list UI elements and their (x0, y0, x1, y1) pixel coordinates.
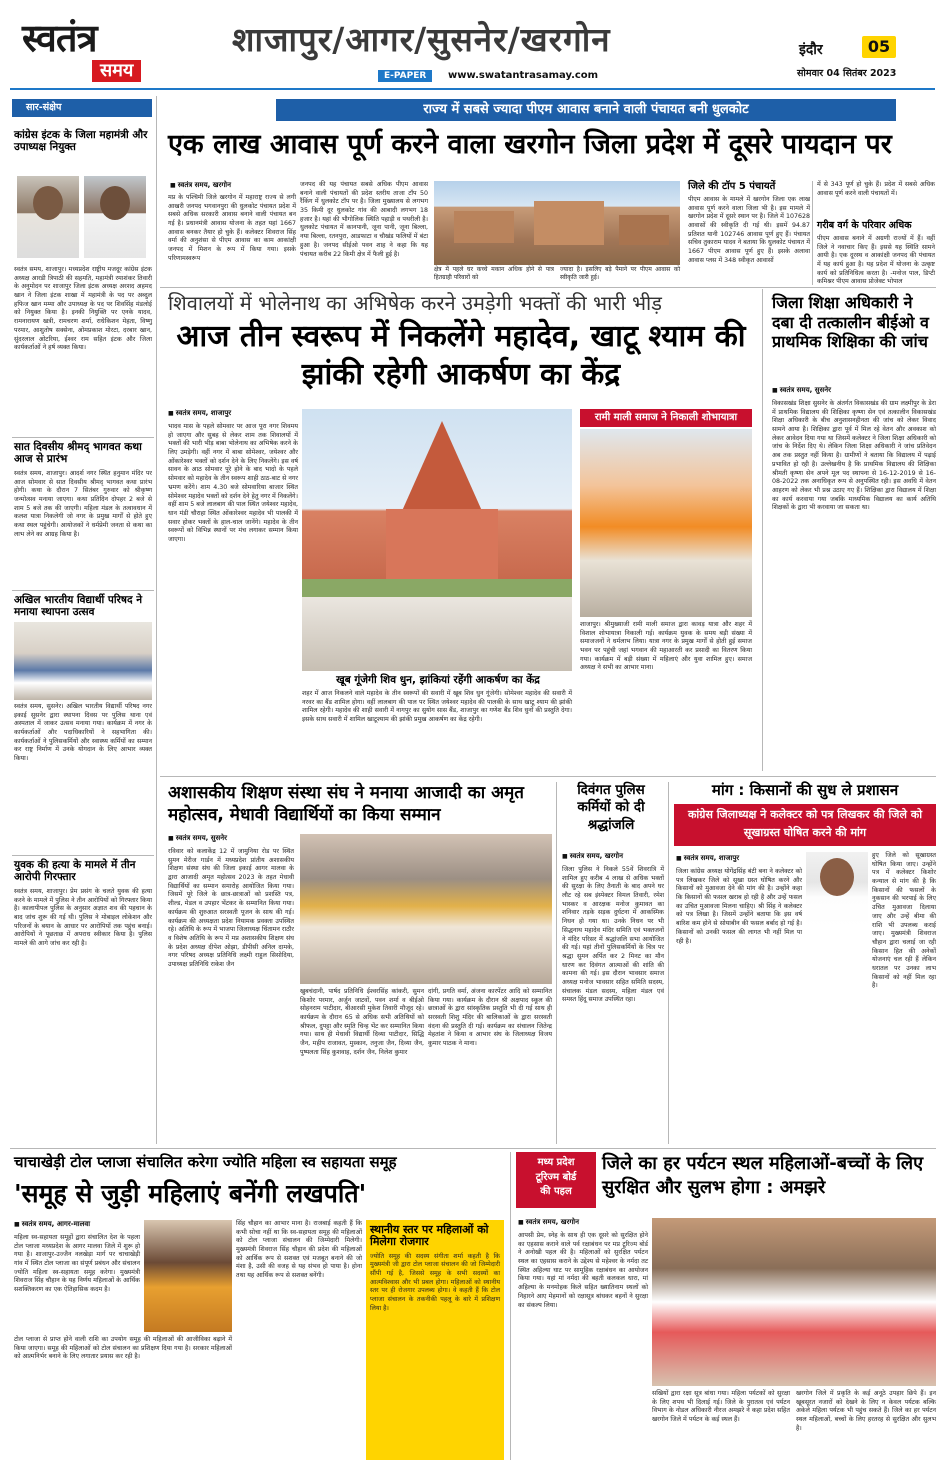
story2-byline: ■ स्वतंत्र समय, शाजापुर (168, 409, 231, 418)
story7-byline: ■ स्वतंत्र समय, आगर-मालवा (14, 1220, 90, 1229)
sidebar-item-4-body: स्वतंत्र समय, शाजापुर। प्रेम प्रसंग के चलते युवक की हत्या करने के मामले में पुलिस ने तीन आरोपियों को गिरफ्तार किया है। कालापीपल पुलिस के अनुसार अज्ञात शव की पहचान के बाद जांच शुरू की गई थी। पुलिस ने मोबाइल लोकेशन और परिजनों के बयान के आधार पर आरोपियों तक पहुंच बनाई। आरोपियों ने पूछताछ में अपराध स्वीकार किया है। पुलिस मामले की आगे जांच कर रही है। (14, 888, 152, 948)
story4-col2: खुबचंदानी, पार्षद प्रतिनिधि ईश्वरसिंह कांकरी, सुमन किशोर परमार, अर्जुन जाटवों, पवन शर्मा व बीईओ सोहनराम पाटीदार, बीआरसी मुकेश तिवारी मौजूद रहे। कार्यक्रम के दौरान 65 से अधिक सभी अतिथियों को श्रीफल, दुपट्टा और स्मृति चिन्ह भेंट कर सम्मानित किया गया। साथ ही मेधावी विद्यार्थी दिव्या पाटीदार, सिद्धि जैन, महीप राजावत, मुस्कान, तनुजा जैन, दिव्या जैन, पुष्पलता सिंह कुशवाह, दर्शन जैन, निलेश कुमार (300, 988, 424, 1056)
story1-col4: में से 343 पूर्ण हो चुके हैं। प्रदेश में सबसे अधिक आवास पूर्ण करने वाली पंचायतों में। (817, 181, 935, 197)
logo-line2: समय (92, 60, 141, 82)
section-rule (160, 287, 936, 288)
sidebar-rule (12, 437, 154, 438)
page-number: 05 (862, 36, 896, 58)
story2-photo-temple (302, 409, 572, 671)
story8-photo-rakhi (652, 1218, 936, 1386)
story2-col2: शहर में आज निकलने वाले महादेव के तीन स्वरूपों की सवारी में खूब शिव धुन गूंजेगी। सोमेश्वर महादेव की सवारी में नरवर का बैंड शामिल होगा। वहीं लालबाग की पाल पर स्थित जयेश्वर महादेव की पालकी के साथ खाटू श्याम की झांकी शामिल रहेगी। महादेव की शाही सवारी में नागपुर का सुयोग सास बैंड, शाजापुर का गणेश बैंड शिव धुनों की प्रस्तुति देगा। इसके साथ सवारी में शामिल खाटूश्याम की झांकी प्रमुख आकर्षण का केंद्र रहेगी। (302, 690, 572, 724)
sidebar-item-3-body: स्वतंत्र समय, सुसनेर। अखिल भारतीय विद्यार्थी परिषद नगर इकाई सुसनेर द्वारा स्थापना दिवस पर पुलिस थाना एवं अस्पताल में जाकर उत्सव मनाया गया। कार्यक्रम में नगर के कार्यकर्ताओं और पदाधिकारियों ने सहभागिता की। कार्यकर्ताओं ने पुलिसकर्मियों और स्वास्थ्य कर्मियों का सम्मान कर राष्ट्र निर्माण में उनके योगदान के लिए आभार व्यक्त किया। (14, 703, 152, 763)
sidebar-photo-person-2 (84, 176, 146, 258)
sidebar-title: सार-संक्षेप (12, 99, 152, 117)
issue-date: सोमवार 04 सितंबर 2023 (797, 68, 897, 79)
sidebar-item-4-headline[interactable]: युवक की हत्या के मामले में तीन आरोपी गिरफ्तार (14, 859, 136, 883)
sidebar-divider (156, 96, 157, 1144)
story1-top5-title: जिले की टॉप 5 पंचायतें (688, 181, 776, 192)
sidebar-item-3-headline[interactable]: अखिल भारतीय विद्यार्थी परिषद ने मनाया स्थापना उत्सव (14, 594, 143, 618)
section-rule (10, 1148, 936, 1149)
story8-tag (516, 1152, 596, 1208)
masthead-divider (10, 88, 935, 90)
story6-col1: जिला कांग्रेस अध्यक्ष योगेंद्रसिंह बंटी बना ने कलेक्टर को पत्र लिखकर जिले को सूखा ग्रस्त घोषित करने और किसानों को मुआवजा देने की मांग की है। उन्होंने कहा कि किसानों की फसल खराब हो रही है और उन्हें फसल का उचित मुआवजा मिलना चाहिए। श्री सिंह ने कलेक्टर को पत्र लिखा है। जिसमें उन्होंने बताया कि इस वर्ष बारिश कम होने से सोयाबीन की फसल बर्बाद हो गई है। किसानों को उनकी फसल की लागत भी नहीं मिल पा रही है। (676, 868, 802, 945)
column-rule (762, 289, 763, 771)
story8-col2: सखियों द्वारा रक्षा सूत्र बांधा गया। महिला पर्यटकों को सुरक्षा के लिए शपथ भी दिलाई गई। जिले के पुरातत्व एवं पर्यटन विभाग के नोडल अधिकारी नीरज अमझरे ने कहा प्रदेश सहित खरगोन जिले में पर्यटन के कई स्थल हैं। (652, 1390, 790, 1424)
story7-col3: टोल प्लाजा से प्राप्त होने वाली राशि का उपयोग समूह की महिलाओं की आजीविका बढ़ाने में किया जाएगा। समूह की महिलाओं को टोल संचालन का प्रशिक्षण दिया गया है। सरकार महिलाओं को आत्मनिर्भर बनाने के लिए लगातार प्रयास कर रही है। (14, 1336, 232, 1361)
story6-photo-person (806, 852, 868, 928)
sidebar-photo-person-1 (17, 176, 79, 258)
story2-col1: भादव मास के पहले सोमवार पर आज पूरा नगर शिवमय हो जाएगा और सुबह से लेकर शाम तक शिवालयों में भक्तों की भारी भीड़ बाबा भोलेनाथ का अभिषेक करने के लिए उमड़ेगी। वहीं नगर में बाबा सोमेश्वर, जयेश्वर और ओंकारेश्वर भक्तों को दर्शन देने के लिए निकलेंगे। इस वर्ष सावन के आठ सोमवार पूरे होने के बाद भादो के पहले सोमवार को महादेव के तीन स्वरूप शाही ठाठ-बाट से नगर भ्रमण करेंगे। शाम 4.30 बजे सोमवारिया बाजार स्थित सोमेश्वर महादेव भक्तों को दर्शन देने हेतु नगर में निकलेंगे। वहीं शाम 5 बजे लालबाग की पाल स्थित जयेश्वर महादेव, धान मंडी चौराहा स्थित ओंकारेश्वर महादेव भी पालकी में सवार होकर भक्तों के हाल-चाल जानेंगे। महादेव के तीन स्वरूपों को विभिन्न स्थानों पर मंच लगाकर सम्मान किया जाएगा। (168, 423, 298, 543)
story1-caption-left: क्षेत्र में पहले घर कच्चे मकान अधिक होने से पात्र हितग्राही परिवारों को (434, 266, 554, 282)
story7-photo-woman (144, 1220, 232, 1332)
story2-kicker: शिवालयों में भोलेनाथ का अभिषेक करने उमड़ेगी भक्तों की भारी भीड़ (168, 291, 662, 315)
story2-photo-caption: खूब गूंजेगी शिव धुन, झांकियां रहेंगी आकर्षण का केंद्र (336, 674, 540, 686)
story7-kicker: चाचाखेड़ी टोल प्लाजा संचालित करेगा ज्योति महिला स्व सहायता समूह (14, 1153, 397, 1171)
story5-byline: ■ स्वतंत्र समय, खरगोन (562, 852, 623, 861)
story4-photo-event (300, 834, 552, 984)
story1-caption-right: ज्यादा है। इसलिए बड़े पैमाने पर पीएम आवास को स्वीकृति जारी हुई। (560, 266, 680, 282)
column-rule (668, 782, 669, 1144)
sidebar-item-2-headline[interactable]: सात दिवसीय श्रीमद् भागवत कथा आज से प्रारंभ (14, 441, 142, 465)
column-rule (812, 181, 813, 285)
story5-headline[interactable]: दिवंगत पुलिस कर्मियों को दी श्रद्धांजलि (577, 782, 645, 833)
story4-col3: दांगी, प्रगति वर्मा, अंजना कारपेंटर आदि को सम्मानित किया गया। कार्यक्रम के दौरान श्री अक्षपाद स्कूल की छात्राओं के द्वारा सांस्कृतिक प्रस्तुति भी दी गई साथ ही सरस्वती शिशु मंदिर की बालिकाओं के द्वारा सरस्वती वंदना की प्रस्तुति दी गई। कार्यक्रम का संचालन जितेन्द्र मेहतांश ने किया व आभार संघ के जिलाध्यक्ष विजय कुमार पाठक ने माना। (428, 988, 552, 1048)
story4-byline: ■ स्वतंत्र समय, सुसनेर (168, 834, 227, 843)
story8-tag-line1: मध्य प्रदेश (537, 1157, 575, 1168)
story7-headline[interactable]: 'समूह से जुड़ी महिलाएं बनेंगी लखपति' (14, 1179, 367, 1208)
story5-body: जिला पुलिस ने निकले 55वें शिवरात्रि में शामिल हुए करीब 4 लाख से अधिक भक्तों की सुरक्षा के लिए तैनाती के बाद अपने घर लौट रहे सब इंस्पेक्टर विमल तिवारी, रमेश भास्कर व आरक्षक मनोज कुमावत का शनिवार तड़के सड़क दुर्घटना में आकस्मिक निधन हो गया था। उनके निधन पर भी सिद्धनाथ महादेव मंदिर समिति एवं भक्तजनों ने मंदिर परिसर में श्रद्धांजलि सभा आयोजित की गई। यहां तीनों पुलिसकर्मियों के चित्र पर श्रद्धा सुमन अर्पित कर 2 मिनट का मौन धारण कर दिवंगत आत्माओं की शांति की कामना की गई। इस दौरान भावसार समाज अध्यक्ष मनोज भावसार सहित समिति सदस्य, संचालक मंडल सदस्य, महिला मंडल एवं समस्त हिंदू समाज उपस्थित रहा। (562, 866, 664, 1004)
story7-local-title: स्थानीय स्तर पर महिलाओं को मिलेगा रोजगार (370, 1223, 489, 1249)
story1-top5-body: पीएम आवास के मामले में खरगोन जिला एक लाख आवास पूर्ण करने वाला जिला भी है। इस मामले में खरगोन प्रदेश में दूसरे स्थान पर है। जिले में 107628 आवासों की स्वीकृति दी गई थी। इसमें 94.87 प्रतिशत यानी 102746 आवास पूर्ण हुए हैं। पंचायत सचिव तुकाराम यादव ने बताया कि धुलकोट पंचायत में 1667 पीएम आवास पूर्ण हुए हैं। इसके अलावा आवास प्लस में 348 स्वीकृत आवासों (688, 196, 810, 264)
story1-poor-title: गरीब वर्ग के परिवार अधिक (817, 220, 912, 231)
story2-rally-title: रामी माली समाज ने निकाली शोभायात्रा (580, 409, 752, 427)
story1-headline[interactable]: एक लाख आवास पूर्ण करने वाला खरगोन जिला प्रदेश में दूसरे पायदान पर (168, 129, 892, 160)
newspaper-logo (22, 18, 212, 84)
story6-col2: हुए जिले को सूखाग्रस्त घोषित किया जाए। उन्होंने पत्र में कलेक्टर किशोर कन्याल से मांग की है कि किसानों की फसलों के नुकसान की भरपाई के लिए उचित मुआवजा दिलाया जाए और उन्हें बीमा की राशि भी उपलब्ध कराई जाए। मुख्यमंत्री शिवराज चौहान द्वारा चलाई जा रही किसान हित की अनेकों योजनाएं चल रही हैं लेकिन धरातल पर उनका लाभ किसानों को नहीं मिल रहा है। (872, 852, 936, 990)
sidebar-item-1-headline[interactable]: कांग्रेस इंटक के जिला महामंत्री और उपाध्यक्ष नियुक्त (14, 129, 148, 153)
story3-body: विकासखंड शिक्षा सुसनेर के अंतर्गत विकासखंड की ग्राम लक्ष्मीपुर के डेरा में प्राथमिक विद्यालय की शिक्षिका कृष्णा सेन एवं तत्कालीन विकासखंड शिक्षा अधिकारी के बीच अनुशासनहीनता की जांच को लेकर विवाद सामने आया है। शिक्षिका द्वारा पूर्व में मिल रहे वेतन और अवकाश को लेकर आवेदन दिया गया था जिसमें कलेक्टर ने जिला शिक्षा अधिकारी को जांच के निर्देश दिए थे। लेकिन जिला शिक्षा अधिकारी ने जांच प्रतिवेदन अब तक प्रस्तुत नहीं किया है। ग्रामीणों ने बताया कि विद्यालय में पढ़ाई प्रभावित हो रही है। उल्लेखनीय है कि प्राथमिक विद्यालय की शिक्षिका श्रीमती कृष्णा सेन अपने मूल पद स्थापना से 16-12-2019 से 16-08-2022 तक अनाधिकृत रूप से अनुपस्थित रही। इस अवधि में वेतन आहरण को लेकर भी प्रश्न उठाए गए हैं। शिक्षिका द्वारा विद्यालय में शिक्षा का कार्य करवाया गया जबकि माध्यमिक विद्यालय का कार्य अतिथि शिक्षकों के द्वारा भी करवाया जा सकता था। (772, 400, 936, 512)
column-rule (510, 1152, 511, 1460)
story8-tag-line2: टूरिज्म बोर्ड (535, 1171, 577, 1183)
section-rule (160, 776, 936, 777)
story8-col1: आपसी प्रेम, स्नेह के साथ ही एक दूसरे को सुरक्षित होने का एहसास कराने वाले पर्व रक्षाबंधन पर मप्र टूरिज्म बोर्ड ने अनोखी पहल की है। महिलाओं को सुरक्षित पर्यटन स्थल का एहसास कराने के उद्देश्य से महेश्वर के नर्मदा तट स्थित अहिल्या घाट पर सामूहिक रक्षाबंधन का आयोजन किया गया। यहां मां नर्मदा की बहती कलकल धारा, मां अहिल्या के मनमोहक किले सहित ख्यातिनाम स्थलों को निहारने आए मेहमानों को रक्षासूत्र बांधकर बहनों ने सुरक्षा का संकल्प लिया। (518, 1232, 648, 1309)
story6-headline[interactable]: मांग : किसानों की सुध ले प्रशासन (711, 781, 899, 799)
story3-headline[interactable]: जिला शिक्षा अधिकारी ने दबा दी तत्कालीन बीईओ व प्राथमिक शिक्षिका की जांच (772, 293, 929, 352)
story4-headline[interactable]: अशासकीय शिक्षण संस्था संघ ने मनाया आजादी का अमृत महोत्सव, मेधावी विद्यार्थियों का किया सम्मान (168, 783, 524, 826)
story8-headline[interactable]: जिले का हर पर्यटन स्थल महिलाओं-बच्चों के लिए सुरक्षित और सुलभ होगा : अमझरे (602, 1153, 924, 1198)
story1-col2: जनपद की यह पंचायत सबसे अधिक पीएम आवास बनाने वाली पंचायतों की प्रदेश स्तरीय ताजा टॉप 50 रैंकिंग में धुलकोट टॉप पर है। जिला मुख्यालय से लगभग 35 किमी दूर धुलकोट गांव की आबादी लगभग 18 हजार है। यहां की भौगोलिक स्थिति पहाड़ी व पथरीली है। धुलकोट पंचायत में कानपानी, जूना पानी, जूना बिल्ला, नया बिल्ला, रतनपुरा, आडफाटा व चौखंड फलियों में बंटा हुआ है। जनपद सीईओ पवन शाह ने कहा कि यह पंचायत करीब 22 किमी क्षेत्र में फैली हुई है। (300, 181, 428, 258)
story3-byline: ■ स्वतंत्र समय, सुसनेर (772, 386, 831, 395)
story8-byline: ■ स्वतंत्र समय, खरगोन (518, 1218, 579, 1227)
sidebar-photo-group (14, 622, 152, 700)
epaper-badge: E-PAPER (378, 70, 432, 82)
sidebar-item-2-body: स्वतंत्र समय, शाजापुर। आदर्श नगर स्थित हनुमान मंदिर पर आज सोमवार से सात दिवसीय श्रीमद् भागवत कथा प्रारंभ होगी। कथा के दौरान 7 सितंबर गुरुवार को श्रीकृष्ण जन्मोत्सव मनाया जाएगा। कथा प्रतिदिन दोपहर 2 बजे से शाम 5 बजे तक की जाएगी। महिला मंडल के तत्वावधान में कलश यात्रा निकलेगी जो नगर के प्रमुख मार्गों से होते हुए कथा स्थल पहुंचेगी। आयोजकों ने धर्मप्रेमी जनता से कथा का लाभ लेने का आग्रह किया है। (14, 470, 152, 538)
story2-headline[interactable]: आज तीन स्वरूप में निकलेंगे महादेव, खाटू श्याम की झांकी रहेगी आकर्षण का केंद्र (176, 319, 746, 392)
story1-col1: मप्र के पश्चिमी जिले खरगोन में महाराष्ट्र राज्य से लगी आखरी जनपद भगवानपुरा की धुलकोट पंचायत प्रदेश में सबसे अधिक सरकारी आवास बनाने वाली पंचायत बन गई है। प्रधानमंत्री आवास योजना के तहत यहां 1667 आवास बनकर तैयार हो चुके हैं। कलेक्टर शिवराज सिंह वर्मा की अनुशंसा से पीएम आवास का काम आकांक्षी जनपद में मिशन के रूप में किया गया। इसके परिणामस्वरूप (168, 194, 296, 262)
story7-local-body: ज्योति समूह की सदस्य संगीता शर्मा कहती है कि मुख्यमंत्री जी द्वारा टोल प्लाजा संचालन की जो जिम्मेदारी सौंपी गई है, जिससे समूह के सभी सदस्यों का आत्मविश्वास और भी प्रबल होगा। महिलाओं को स्थानीय स्तर पर ही रोजगार उपलब्ध होगा। वे कहती हैं कि टोल प्लाजा संचालन के तकनीकी पहलू के बारे में प्रशिक्षण लिया है। (370, 1252, 500, 1312)
edition-title: शाजापुर/आगर/सुसनेर/खरगोन (232, 20, 611, 59)
sidebar-rule (12, 590, 154, 591)
logo-line1: स्वतंत्र (22, 16, 97, 60)
story6-byline: ■ स्वतंत्र समय, शाजापुर (676, 854, 739, 863)
column-rule (556, 782, 557, 1144)
edition-city: इंदौर (799, 42, 823, 58)
story6-subhead: कांग्रेस जिलाध्यक्ष ने कलेक्टर को पत्र लिखकर की जिले को सूखाग्रस्त घोषित करने की मांग (674, 804, 936, 846)
story2-photo-rally (580, 429, 752, 617)
story8-col3: खरगोन जिले में प्रकृति के कई अनूठे उपहार छिपे हैं। इन खूबसूरत नजारों को देखने के लिए न केवल पर्यटक बल्कि अकेले महिला पर्यटक भी पहुंच सकते हैं। जिले का हर पर्यटन स्थल महिलाओं, बच्चों के लिए हरतरह से सुरक्षित और सुलभ है। (796, 1390, 936, 1432)
story1-photo-houses (434, 181, 680, 265)
story1-poor-body: पीएम आवास बनाने में अग्रणी राज्यों में हैं। वहीं जिले ने नवाचार किए हैं। इससे यह स्थिति सामने आयी है। एक दूरस्थ व आकांक्षी जनपद की पंचायत में यह कार्य हुआ है। यह प्रदेश में योजना के उत्कृष्ट कार्य को प्रतिनिधित्व करता है। -मनोज पाल, डिप्टी कमिश्नर पीएम आवास प्रोजेक्ट भोपाल (817, 235, 935, 286)
story7-col2: सिंह चौहान का आभार माना है। राजबाई कहती हैं कि कभी सोचा नहीं था कि स्व-सहायता समूह की महिलाओं को टोल प्लाजा संचालन की जिम्मेदारी मिलेगी। मुख्यमंत्री शिवराज सिंह चौहान की प्रदेश की महिलाओं को आर्थिक रूप से सशक्त एवं मजबूत बनाने की जो मंशा है, उसी की वजह से यह संभव हो पाया है। होना तथा यह आर्थिक रूप से सशक्त बनेंगी। (236, 1220, 362, 1280)
story2-rally-body: शाजापुर। श्रीमुख्याजी रामी माली समाज द्वारा कावड़ यात्रा और शहर में विशाल शोभायात्रा निकाली गई। कार्यक्रम युवक के समय बड़ी संख्या में समाजजनों ने धर्मलाभ लिया। यात्रा नगर के प्रमुख मार्गों से होती हुई समाज भवन पर पहुंची जहां भगवान की महाआरती कर प्रसादी का वितरण किया गया। कार्यक्रम में बड़ी संख्या में महिलाएं और युवा शामिल हुए। समाज अध्यक्ष ने सभी का आभार माना। (580, 621, 752, 672)
sidebar-item-1-body: स्वतंत्र समय, शाजापुर। मध्यप्रदेश राष्ट्रीय मजदूर कांग्रेस इंटक अध्यक्ष आरडी त्रिपाठी की सहमति, महामंत्री रमाशंकर तिवारी के अनुमोदन पर शाजापुर जिला इंटक अध्यक्ष अरशद अहमद खान ने जिला इंटक शाखा में महामंत्री के पद पर अब्दुल हफिज खान मम्मा और उपाध्यक्ष के पद पर शिवसिंह मंडलोई को नियुक्त किया है। इनकी नियुक्ति पर एनके यादव, रामनारायण खत्री, रामचरण शर्मा, राधेकिशन मेहता, विष्णु परमार, आशुतोष सक्सेना, ओमप्रकाश मोरटा, दरबार खान, सुंदरलाल ओटरिया, ईश्वर राम सहित इंटक और जिला कार्यकर्ताओं ने हर्ष व्यक्त किया। (14, 266, 152, 352)
sidebar-rule (12, 855, 154, 856)
story8-tag-line3: की पहल (540, 1186, 572, 1197)
story7-sidebar-box (366, 1220, 504, 1460)
story7-col1: महिला स्व-सहायता समूहों द्वारा संचालित देश के पहला टोल प्लाजा मध्यप्रदेश के आगर मालवा जिले में शुरू हो गया है। शाजापुर-उज्जैन नलखेड़ा मार्ग पर चाचाखेड़ी गांव में स्थित टोल प्लाजा का संपूर्ण प्रबंधन और संचालन ज्योति महिला स्व-सहायता समूह करेगा। मुख्यमंत्री शिवराज सिंह चौहान के यह निर्णय महिलाओं के आर्थिक सशक्तिकरण का एक ऐतिहासिक कदम है। (14, 1234, 140, 1294)
story4-col1: रविवार को कलाकेंद्र 12 में जामुनिया रोड पर स्थित सुमन मेरीज गार्डन में मध्यप्रदेश प्रांतीय अशासकीय शिक्षण संस्था संघ की जिला इकाई आगर मालवा के द्वारा आजादी अमृत महोत्सव 2023 के तहत मेधावी विद्यार्थियों का सम्मान समारोह आयोजित किया गया। जिसमें पूरे जिले के छात्र-छात्राओं को प्रशस्ति पत्र, शील्ड, मेडल व उपहार भेंटकर के सम्मानित किया गया। कार्यक्रम की शुरुआत सरस्वती पूजन के साथ की गई। कार्यक्रम की अध्यक्षता प्रदेश नियामक प्रवक्ता उपस्थित रहे। अतिथि के रूप में भाजपा जिलाध्यक्ष चिंतामन राठौर व विशेष अतिथि के रूप में मप्र अशासकीय शिक्षण संघ के प्रदेश अध्यक्ष दीपेश ओझा, डीपीसी अनिल दामके, नगर परिषद अध्यक्ष प्रतिनिधि लक्ष्मी राहुल सिसोदिया, उपाध्यक्ष प्रतिनिधि राकेश जैन (168, 848, 294, 968)
story1-banner: राज्य में सबसे ज्यादा पीएम आवास बनाने वाली पंचायत बनी धुलकोट (276, 99, 896, 121)
website-link[interactable]: www.swatantrasamay.com (448, 70, 599, 81)
story1-byline: ■ स्वतंत्र समय, खरगोन (170, 181, 231, 190)
